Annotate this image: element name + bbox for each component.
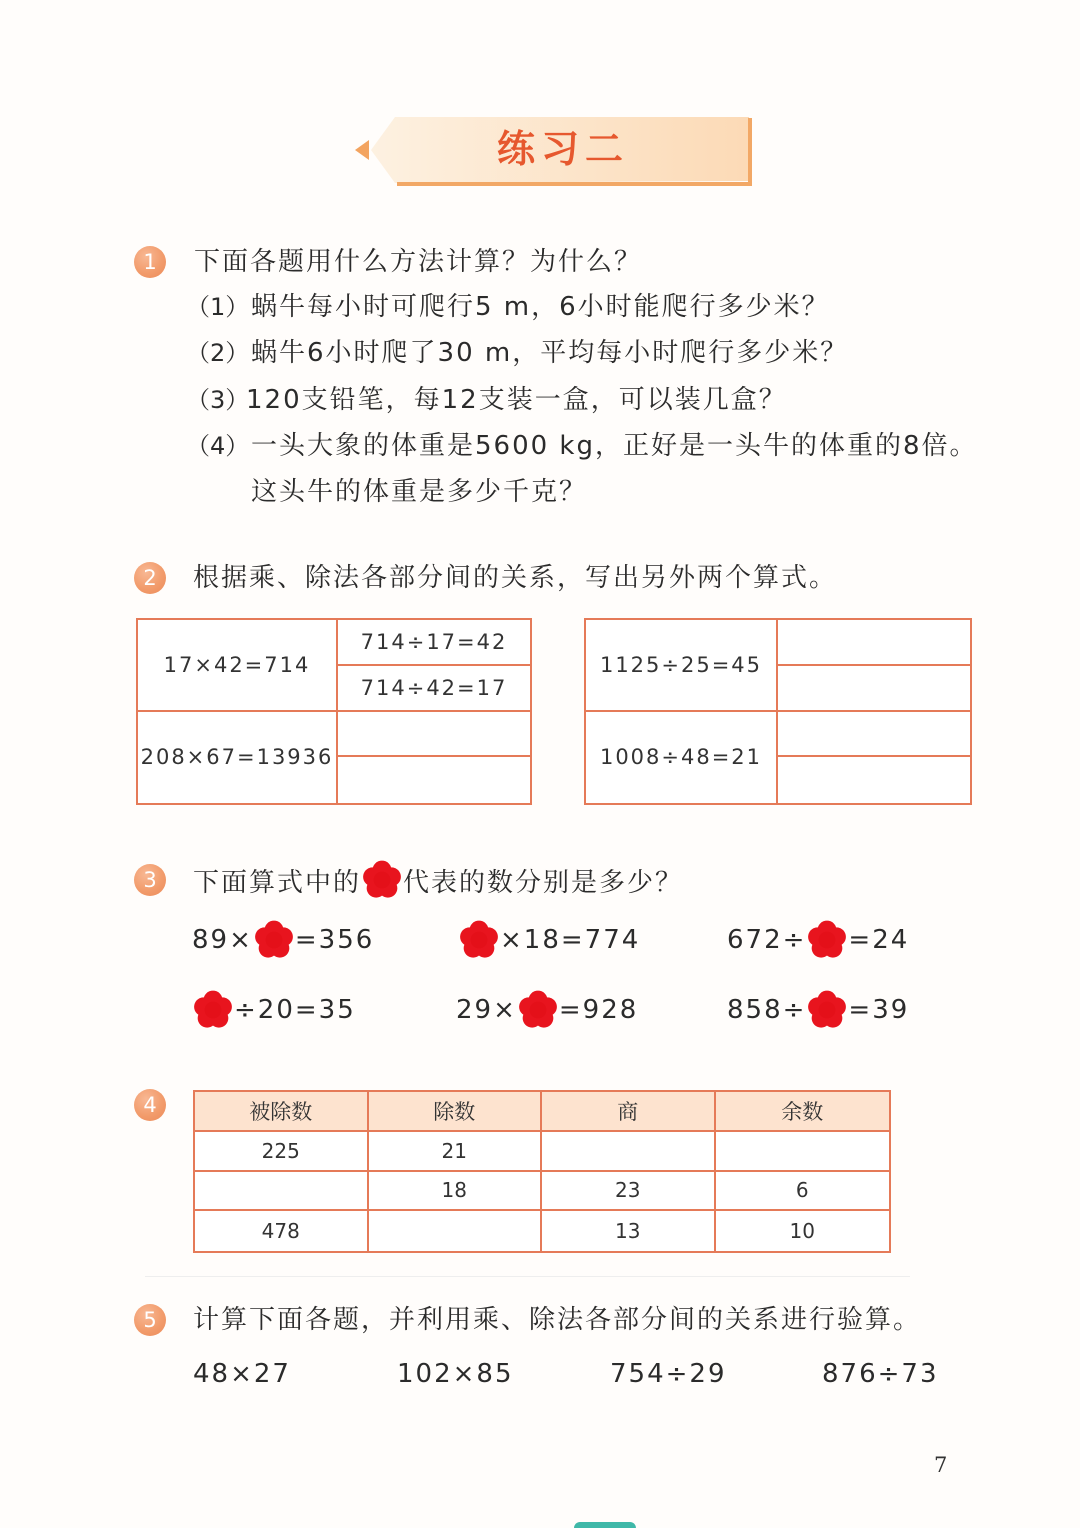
table-cell: 21: [369, 1132, 543, 1172]
equation: [192, 989, 356, 1031]
table-cell: 13: [542, 1211, 716, 1251]
prompt-text-after: 代表的数分别是多少？: [403, 867, 684, 898]
table-header-divisor: 除数: [369, 1092, 543, 1132]
table-header-dividend: 被除数: [195, 1092, 369, 1132]
equation-right: =356: [294, 925, 375, 955]
question-number-4: 4: [134, 1089, 166, 1121]
table-header-remainder: 余数: [716, 1092, 890, 1132]
flower-icon: [517, 989, 559, 1031]
prompt-text-before: 下面算式中的: [193, 867, 362, 898]
question-5-prompt: 计算下面各题，并利用乘、除法各部分间的关系进行验算。: [193, 1305, 922, 1335]
sub-item-label: （4）: [186, 432, 250, 460]
table-cell: [716, 1132, 890, 1172]
sub-item-text: 蜗牛6小时爬了30 m，平均每小时爬行多少米？: [251, 338, 849, 368]
equation-right: ÷20=35: [234, 995, 356, 1025]
given-equation: 208×67=13936: [138, 712, 338, 804]
table-cell: [369, 1211, 543, 1251]
answer-cell: [338, 712, 530, 758]
sub-item-text-continued: 这头牛的体重是多少千克？: [251, 477, 588, 507]
question-number-1: 1: [134, 246, 166, 278]
division-table: [193, 1090, 891, 1253]
table-cell: 23: [542, 1172, 716, 1212]
given-equation: 1008÷48=21: [586, 712, 778, 804]
relation-table-right: [584, 618, 972, 805]
table-cell: 10: [789, 1219, 815, 1244]
page-edge-tab: [574, 1522, 636, 1528]
equation-right: =39: [848, 995, 910, 1025]
relation-table-left: [136, 618, 532, 805]
equation: [456, 989, 638, 1031]
flower-icon: [806, 919, 848, 961]
given-equation: 1125÷25=45: [586, 620, 778, 712]
question-number-5: 5: [134, 1304, 166, 1336]
question-number-3: 3: [134, 864, 166, 896]
question-1-prompt: 下面各题用什么方法计算？为什么？: [194, 247, 643, 277]
sub-item-text: 蜗牛每小时可爬行5 m，6小时能爬行多少米？: [251, 292, 830, 322]
equation-left: 89×: [192, 925, 253, 955]
sub-item-label: （1）: [186, 293, 250, 321]
answer-cell: [338, 757, 530, 803]
equation: [192, 919, 374, 961]
table-cell: 18: [369, 1172, 543, 1212]
question-2-prompt: 根据乘、除法各部分间的关系，写出另外两个算式。: [193, 563, 838, 593]
given-equation: 17×42=714: [138, 620, 338, 712]
table-header-quotient: 商: [542, 1092, 716, 1132]
equation-right: ×18=774: [500, 925, 641, 955]
equation-left: 29×: [456, 995, 517, 1025]
question-3-prompt: [193, 859, 683, 901]
exercise-item: 102×85: [397, 1359, 514, 1389]
answer-cell: [778, 620, 970, 666]
answer-cell: 714÷17=42: [338, 620, 530, 666]
section-divider: [145, 1276, 910, 1277]
question-number-2: 2: [134, 562, 166, 594]
table-cell: 225: [195, 1132, 369, 1172]
exercise-item: 48×27: [193, 1359, 291, 1389]
flower-icon: [458, 919, 500, 961]
flower-icon: [361, 859, 403, 901]
equation: [727, 919, 909, 961]
equation-right: =928: [558, 995, 639, 1025]
sub-item-label: （2）: [186, 339, 250, 367]
sub-item-text: 一头大象的体重是5600 kg，正好是一头牛的体重的8倍。: [251, 431, 978, 461]
table-cell: 6: [716, 1172, 890, 1212]
table-cell: [195, 1172, 369, 1212]
page-title: 练习二: [496, 126, 629, 171]
sub-item-label: （3）: [186, 386, 250, 414]
table-cell: 478: [195, 1211, 369, 1251]
equation: [458, 919, 640, 961]
title-banner: [353, 113, 753, 188]
equation-right: =24: [848, 925, 910, 955]
flower-icon: [806, 989, 848, 1031]
answer-cell: [778, 712, 970, 758]
answer-cell: [778, 666, 970, 712]
table-cell: [542, 1132, 716, 1172]
flower-icon: [192, 989, 234, 1031]
equation: [727, 989, 909, 1031]
answer-cell: 714÷42=17: [338, 666, 530, 712]
answer-cell: [778, 757, 970, 803]
exercise-item: 754÷29: [610, 1359, 727, 1389]
sub-item-text: 120支铅笔，每12支装一盒，可以装几盒？: [246, 385, 787, 415]
flower-icon: [253, 919, 295, 961]
equation-left: 672÷: [727, 925, 807, 955]
page-number: 7: [934, 1453, 948, 1477]
exercise-item: 876÷73: [822, 1359, 939, 1389]
equation-left: 858÷: [727, 995, 807, 1025]
